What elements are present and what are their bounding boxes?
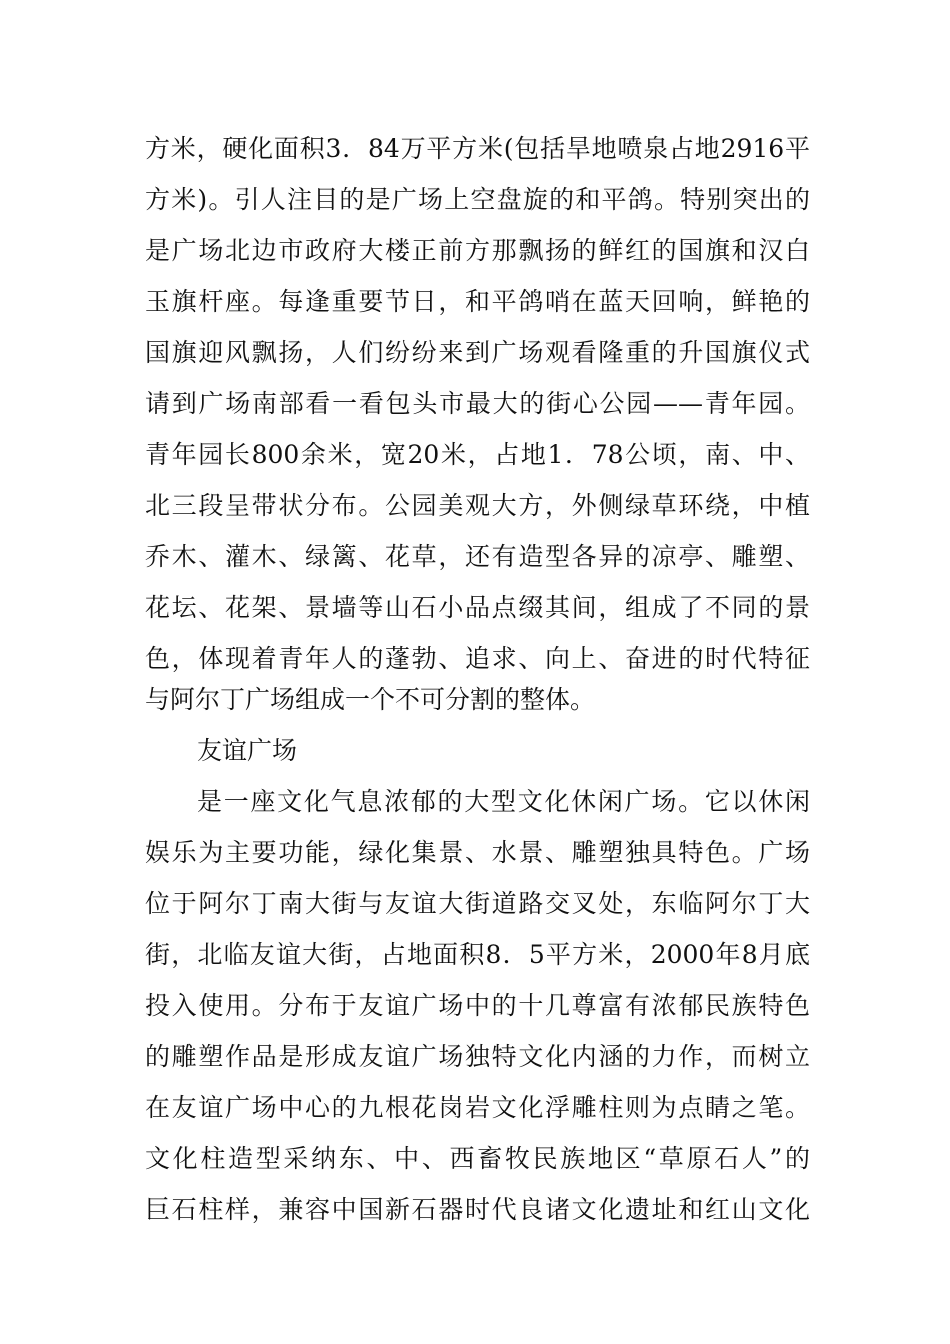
text-line-5: 国旗迎风飘扬，人们纷纷来到广场观看隆重的升国旗仪式 <box>145 338 810 367</box>
text-line-14: 是一座文化气息浓郁的大型文化休闲广场。它以休闲 <box>197 787 810 816</box>
text-line-18: 投入使用。分布于友谊广场中的十几尊富有浓郁民族特色 <box>145 991 810 1020</box>
text-line-6: 请到广场南部看一看包头市最大的街心公园——青年园。 <box>145 389 810 418</box>
text-line-22: 巨石柱样，兼容中国新石器时代良诸文化遗址和红山文化 <box>145 1195 810 1224</box>
text-line-16: 位于阿尔丁南大街与友谊大街道路交叉处，东临阿尔丁大 <box>145 889 810 918</box>
text-line-8: 北三段呈带状分布。公园美观大方，外侧绿草环绕，中植 <box>145 491 810 520</box>
text-line-1: 方米，硬化面积3．84万平方米(包括旱地喷泉占地2916平 <box>145 134 810 163</box>
text-line-15: 娱乐为主要功能，绿化集景、水景、雕塑独具特色。广场 <box>145 838 810 867</box>
text-line-20: 在友谊广场中心的九根花岗岩文化浮雕柱则为点睛之笔。 <box>145 1093 810 1122</box>
text-line-10: 花坛、花架、景墙等山石小品点缀其间，组成了不同的景 <box>145 593 810 622</box>
section-heading: 友谊广场 <box>197 736 298 765</box>
text-line-12: 与阿尔丁广场组成一个不可分割的整体。 <box>145 685 596 714</box>
text-line-7: 青年园长800余米，宽20米，占地1．78公顷，南、中、 <box>145 440 810 469</box>
text-line-3: 是广场北边市政府大楼正前方那飘扬的鲜红的国旗和汉白 <box>145 236 810 265</box>
text-line-11: 色，体现着青年人的蓬勃、追求、向上、奋进的时代特征 <box>145 644 810 673</box>
text-line-2: 方米)。引人注目的是广场上空盘旋的和平鸽。特别突出的 <box>145 185 810 214</box>
text-line-17: 街，北临友谊大街，占地面积8．5平方米，2000年8月底 <box>145 940 810 969</box>
text-line-9: 乔木、灌木、绿篱、花草，还有造型各异的凉亭、雕塑、 <box>145 542 810 571</box>
text-line-21: 文化柱造型采纳东、中、西畜牧民族地区“草原石人”的 <box>145 1144 810 1173</box>
text-line-4: 玉旗杆座。每逢重要节日，和平鸽哨在蓝天回响，鲜艳的 <box>145 287 810 316</box>
text-line-19: 的雕塑作品是形成友谊广场独特文化内涵的力作，而树立 <box>145 1042 810 1071</box>
